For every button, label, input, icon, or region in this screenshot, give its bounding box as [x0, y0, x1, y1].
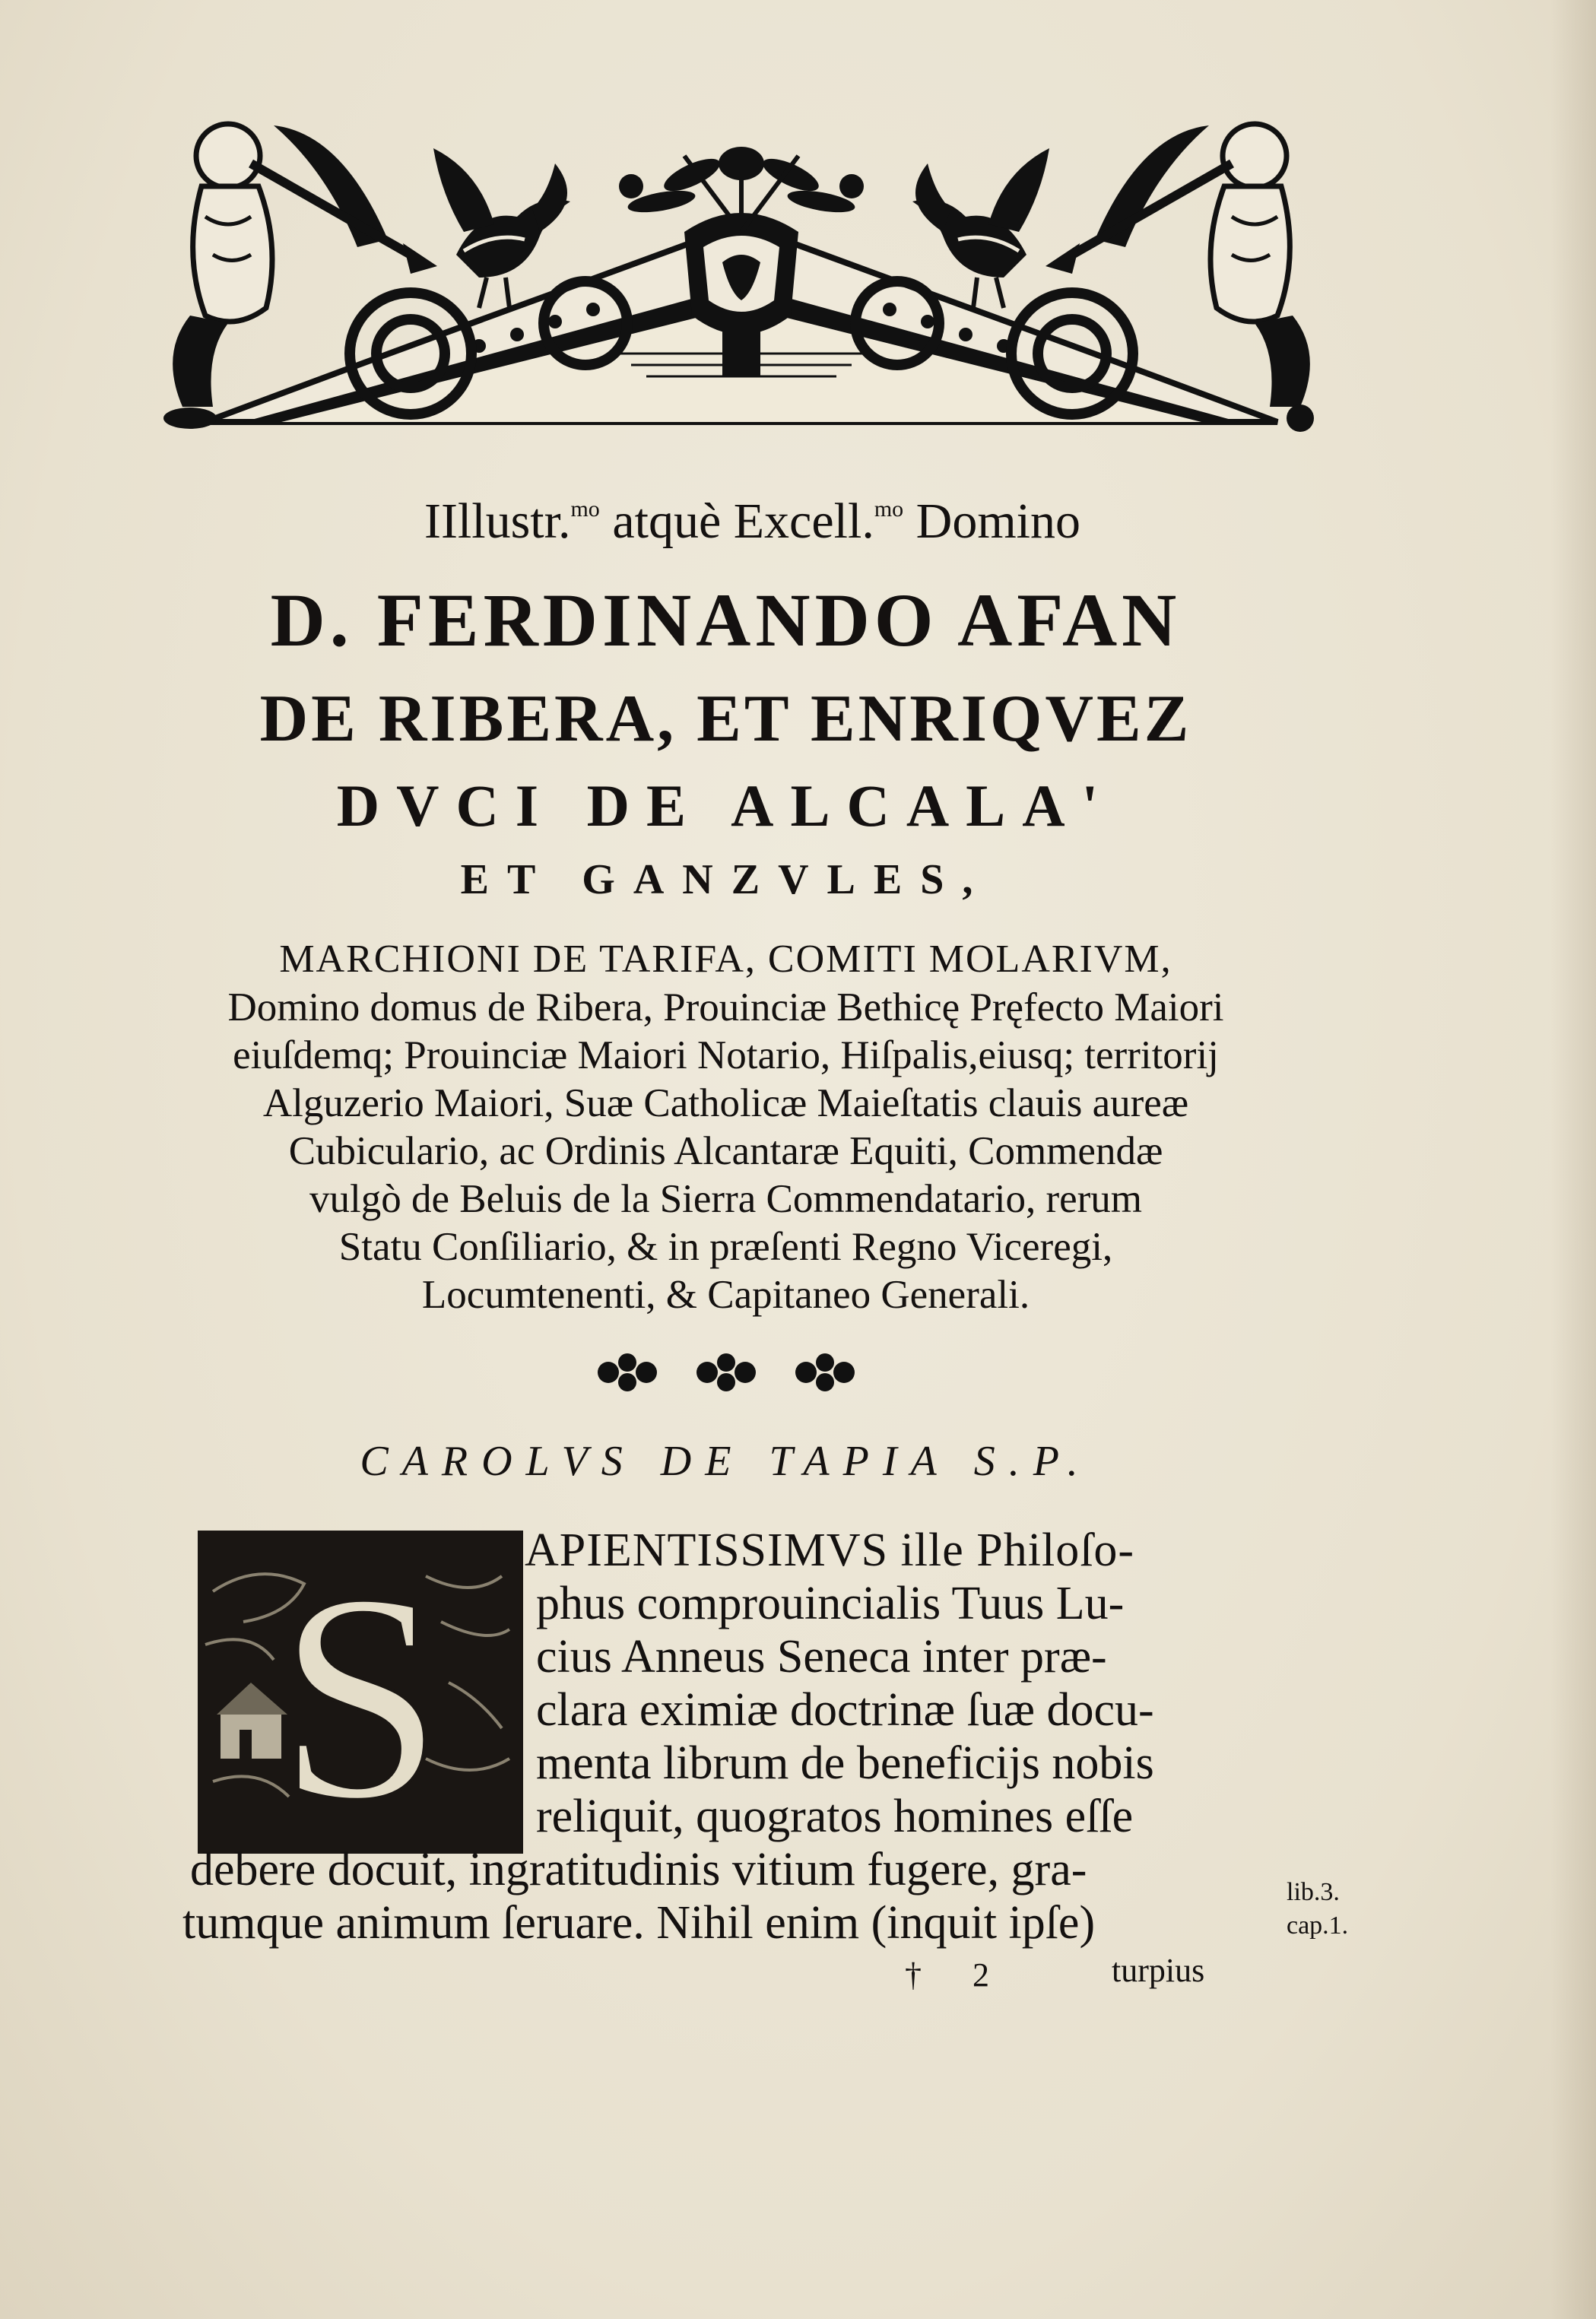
titles-line-6: vulgò de Beluis de la Sierra Commendatario, rerum: [309, 1177, 1143, 1221]
fleuron-ornaments: [585, 1346, 874, 1399]
salute-text-1: IIllustr.: [424, 493, 571, 549]
page-edge-shadow: [1550, 0, 1596, 2319]
body-line-1: APIENTISSIMVS ille Philoſo-: [525, 1524, 1135, 1576]
titles-line-5: Cubiculario, ac Ordinis Alcantaræ Equiti, Commendæ: [288, 1129, 1163, 1173]
dedicatee-name-line-1: D. FERDINANDO AFAN: [270, 578, 1182, 662]
salute-superscript-2: mo: [874, 496, 904, 522]
body-line-2: phus comprouincialis Tuus Lu-: [536, 1578, 1125, 1629]
signature-mark: † 2: [905, 1956, 1011, 1994]
titles-line-3: eiuſdemq; Prouinciæ Maiori Notario, Hiſpalis,eiusq; territorij: [233, 1033, 1219, 1077]
titles-line-7: Statu Conſiliario, & in præſenti Regno Viceregi,: [338, 1225, 1113, 1269]
decorated-initial-letter: [198, 1531, 523, 1854]
margin-note-chapter: cap.1.: [1287, 1911, 1349, 1940]
body-line-7: debere docuit, ingratitudinis vitium fugere, gra-: [190, 1844, 1087, 1895]
author-signature: CAROLVS DE TAPIA S.P.: [360, 1438, 1092, 1485]
woodcut-initial-image: [198, 1531, 523, 1854]
dedicatee-name-line-2: DE RIBERA, ET ENRIQVEZ: [259, 682, 1192, 756]
body-line-5: menta librum de beneficijs nobis: [536, 1737, 1154, 1789]
headpiece-svg: [160, 103, 1323, 445]
titles-line-4: Alguzerio Maiori, Suæ Catholicæ Maieſtatis clauis aureæ: [262, 1081, 1189, 1125]
catchword: turpius: [1112, 1952, 1205, 1989]
body-line-3: cius Anneus Seneca inter præ-: [536, 1631, 1107, 1683]
body-line-4: clara eximiæ doctrinæ ſuæ docu-: [536, 1684, 1154, 1736]
salute-text-3: Domino: [903, 493, 1081, 549]
dedicatee-title-line-4: ET GANZVLES,: [460, 856, 992, 903]
dedication-salutation: [0, 493, 1550, 550]
salute-superscript-1: mo: [570, 496, 600, 522]
titles-line-1: MARCHIONI DE TARIFA, COMITI MOLARIVM,: [279, 937, 1172, 981]
body-line-8: tumque animum ſeruare. Nihil enim (inquit ipſe): [182, 1897, 1096, 1949]
body-line-6: reliquit, quogratos homines eſſe: [536, 1791, 1134, 1842]
salute-text-2: atquè Excell.: [599, 493, 874, 549]
dedicatee-title-line-3: DVCI DE ALCALA': [336, 772, 1115, 839]
fleuron-icon: [585, 1346, 874, 1399]
initial-s-glyph: S: [278, 1533, 443, 1854]
margin-note-book: lib.3.: [1287, 1878, 1340, 1906]
titles-line-8: Locumtenenti, & Capitaneo Generali.: [421, 1273, 1030, 1317]
titles-line-2: Domino domus de Ribera, Prouinciæ Bethicę Pręfecto Maiori: [227, 985, 1224, 1029]
woodcut-headpiece-ornament: [160, 103, 1323, 445]
